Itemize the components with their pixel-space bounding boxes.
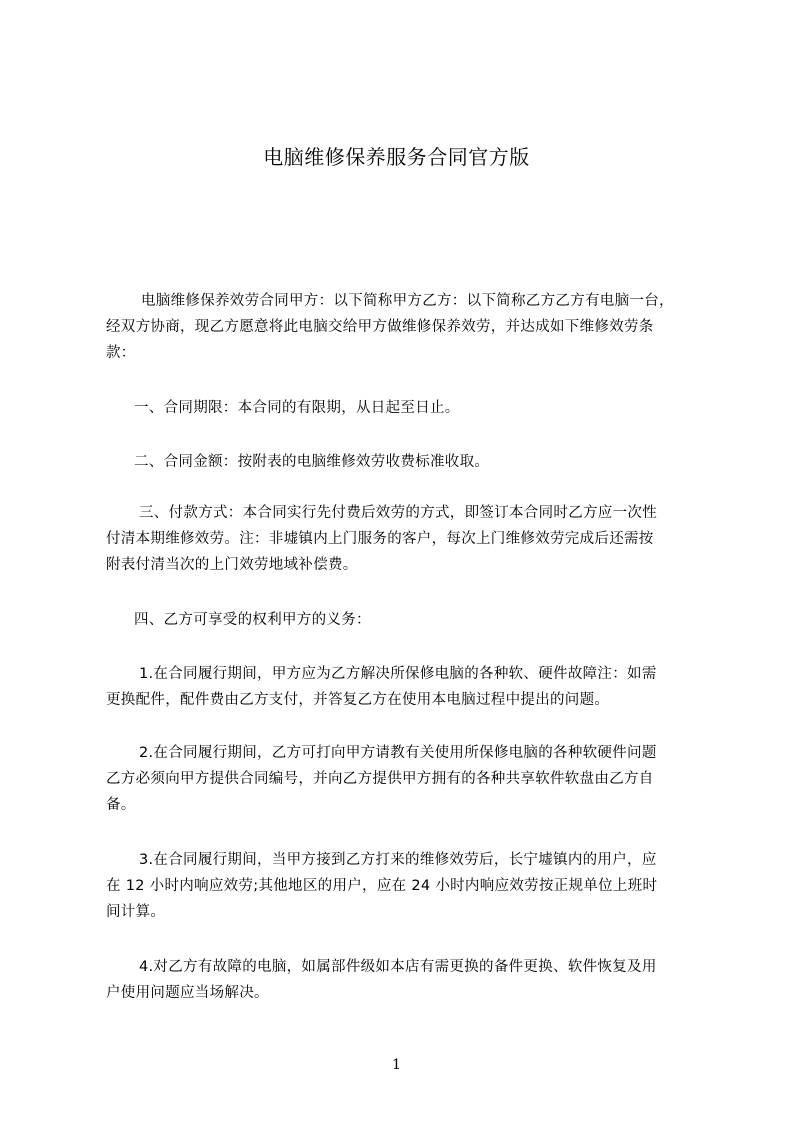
text-line: 间计算。 xyxy=(106,904,166,920)
text-line: 备。 xyxy=(106,797,136,813)
clause-item-2 xyxy=(106,740,716,818)
text-line: 户使用问题应当场解决。 xyxy=(106,985,269,1001)
text-line: 电脑维修保养效劳合同甲方：以下简称甲方乙方：以下简称乙方乙方有电脑一台， xyxy=(141,293,674,309)
text-line: 一、合同期限：本合同的有限期，从日起至日止。 xyxy=(134,400,460,416)
clause-contract-term xyxy=(106,395,716,421)
clause-item-3 xyxy=(106,847,716,925)
text-line: 款： xyxy=(106,345,136,361)
text-line: 2.在合同履行期间，乙方可打向甲方请教有关使用所保修电脑的各种软硬件问题 xyxy=(139,745,657,761)
clause-rights-obligations xyxy=(106,607,716,633)
text-line: 附表付清当次的上门效劳地域补偿费。 xyxy=(106,557,358,573)
text-line: 经双方协商，现乙方愿意将此电脑交给甲方做维修保养效劳，并达成如下维修效劳条 xyxy=(106,319,654,335)
contract-intro-paragraph xyxy=(106,288,716,366)
text-line: 二、合同金额：按附表的电脑维修效劳收费标准收取。 xyxy=(134,454,490,470)
clause-payment-method xyxy=(106,500,716,578)
text-line: 付清本期维修效劳。注：非墟镇内上门服务的客户，每次上门维修效劳完成后还需按 xyxy=(106,531,654,547)
text-line: 3.在合同履行期间，当甲方接到乙方打来的维修效劳后，长宁墟镇内的用户，应 xyxy=(139,852,657,868)
page-number: 1 xyxy=(392,1057,401,1073)
text-line: 更换配件，配件费由乙方支付，并答复乙方在使用本电脑过程中提出的问题。 xyxy=(106,692,610,708)
page-title: 电脑维修保养服务合同官方版 xyxy=(263,145,530,169)
text-line: 三、付款方式：本合同实行先付费后效劳的方式，即签订本合同时乙方应一次性 xyxy=(139,505,657,521)
text-line: 四、乙方可享受的权利甲方的义务： xyxy=(134,612,371,628)
clause-contract-amount xyxy=(106,449,716,475)
text-line: 4.对乙方有故障的电脑，如属部件级如本店有需更换的备件更换、软件恢复及用 xyxy=(139,959,657,975)
text-line: 在 12 小时内响应效劳;其他地区的用户，应在 24 小时内响应效劳按正规单位上班时 xyxy=(106,878,658,894)
clause-item-4 xyxy=(106,954,716,1006)
clause-item-1 xyxy=(106,661,716,713)
text-line: 乙方必须向甲方提供合同编号，并向乙方提供甲方拥有的各种共享软件软盘由乙方自 xyxy=(106,771,654,787)
text-line: 1.在合同履行期间，甲方应为乙方解决所保修电脑的各种软、硬件故障注：如需 xyxy=(139,666,657,682)
